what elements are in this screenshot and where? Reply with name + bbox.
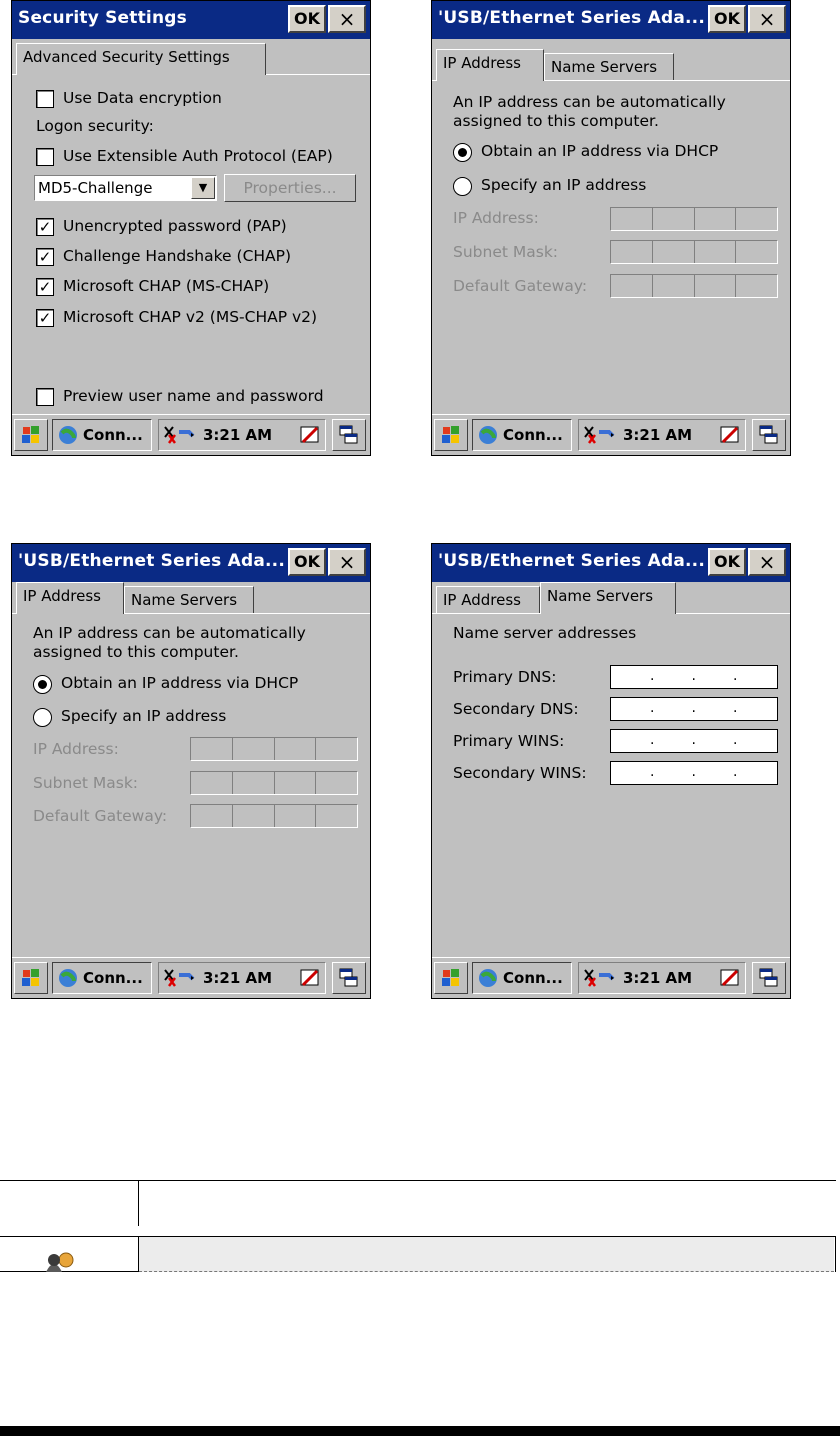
window-title: 'USB/Ethernet Series Ada... [438, 551, 705, 571]
task-label: Conn... [83, 969, 143, 987]
default-gateway-label: Default Gateway: [33, 807, 168, 825]
ok-button[interactable]: OK [708, 5, 746, 33]
taskbar-task-connections[interactable] [472, 962, 572, 994]
document-table [0, 1180, 836, 1226]
mschap-checkbox[interactable]: ✓ [36, 278, 54, 296]
start-button[interactable] [14, 962, 48, 994]
preview-checkbox[interactable] [36, 388, 54, 406]
task-label: Conn... [83, 426, 143, 444]
name-servers-screen [431, 543, 791, 999]
name-server-heading: Name server addresses [453, 624, 637, 642]
input-panel-icon[interactable] [299, 967, 321, 989]
input-panel-icon[interactable] [719, 424, 741, 446]
secondary-dns-label: Secondary DNS: [453, 700, 579, 718]
primary-dns-field[interactable] [610, 665, 778, 689]
tab-ip-address[interactable]: IP Address [436, 49, 544, 81]
properties-button[interactable]: Properties... [224, 174, 356, 202]
ip-address-screen-2 [11, 543, 371, 999]
table-col-divider [138, 1236, 139, 1272]
tab-ip-address[interactable]: IP Address [16, 582, 124, 614]
preview-label: Preview user name and password [63, 387, 324, 405]
windows-stack-icon [338, 967, 360, 989]
ok-button[interactable]: OK [288, 5, 326, 33]
users-icon [42, 1250, 82, 1272]
desktop-button[interactable] [332, 419, 366, 451]
ip-address-label: IP Address: [33, 740, 119, 758]
secondary-dns-field[interactable] [610, 697, 778, 721]
tab-name-servers[interactable]: Name Servers [124, 586, 254, 614]
ip-address-field[interactable] [190, 737, 358, 761]
close-button[interactable]: × [328, 5, 366, 33]
taskbar-task-connections[interactable] [52, 962, 152, 994]
eap-method-value: MD5-Challenge [38, 179, 153, 197]
connection-status-icon[interactable] [161, 423, 195, 447]
network-globe-icon [57, 967, 79, 989]
task-label: Conn... [503, 426, 563, 444]
pap-label: Unencrypted password (PAP) [63, 217, 287, 235]
system-tray [578, 962, 746, 994]
start-button[interactable] [434, 962, 468, 994]
network-globe-icon [57, 424, 79, 446]
start-button[interactable] [14, 419, 48, 451]
input-panel-icon[interactable] [299, 424, 321, 446]
clock[interactable]: 3:21 AM [203, 426, 273, 444]
subnet-mask-label: Subnet Mask: [453, 243, 559, 261]
subnet-mask-label: Subnet Mask: [33, 774, 139, 792]
eap-label: Use Extensible Auth Protocol (EAP) [63, 147, 333, 165]
table-right-edge [835, 1236, 836, 1272]
subnet-mask-field[interactable] [610, 240, 778, 264]
dialog-client [12, 39, 370, 414]
specify-ip-label: Specify an IP address [481, 176, 647, 194]
windows-stack-icon [758, 967, 780, 989]
secondary-wins-label: Secondary WINS: [453, 764, 587, 782]
system-tray [158, 962, 326, 994]
window-title: 'USB/Ethernet Series Ada... [438, 8, 705, 28]
system-tray [158, 419, 326, 451]
mschap-label: Microsoft CHAP (MS-CHAP) [63, 277, 270, 295]
desktop-button[interactable] [332, 962, 366, 994]
taskbar [432, 957, 790, 998]
connection-status-icon[interactable] [581, 423, 615, 447]
default-gateway-label: Default Gateway: [453, 277, 588, 295]
default-gateway-field[interactable] [610, 274, 778, 298]
network-globe-icon [477, 424, 499, 446]
close-button[interactable]: × [748, 5, 786, 33]
taskbar [12, 957, 370, 998]
tab-ip-address[interactable]: IP Address [436, 586, 540, 614]
data-encryption-checkbox[interactable] [36, 90, 54, 108]
clock[interactable]: 3:21 AM [623, 426, 693, 444]
taskbar-task-connections[interactable] [472, 419, 572, 451]
chap-checkbox[interactable]: ✓ [36, 248, 54, 266]
task-label: Conn... [503, 969, 563, 987]
dhcp-radio[interactable] [453, 143, 472, 162]
dialog-client [432, 582, 790, 957]
windows-flag-icon [20, 424, 42, 446]
page-footer-bar [0, 1426, 840, 1436]
tab-name-servers[interactable]: Name Servers [540, 582, 676, 614]
desktop-button[interactable] [752, 419, 786, 451]
data-encryption-label: Use Data encryption [63, 89, 222, 107]
system-tray [578, 419, 746, 451]
title-bar [432, 1, 790, 39]
specify-ip-radio[interactable] [453, 177, 472, 196]
clock[interactable]: 3:21 AM [203, 969, 273, 987]
ip-address-label: IP Address: [453, 209, 539, 227]
taskbar [12, 414, 370, 455]
security-settings-screen [11, 0, 371, 456]
table-row-divider [0, 1236, 836, 1237]
specify-ip-label: Specify an IP address [61, 707, 227, 725]
dhcp-label: Obtain an IP address via DHCP [61, 674, 299, 692]
dialog-client [12, 582, 370, 957]
title-bar [12, 1, 370, 39]
dhcp-radio[interactable] [33, 675, 52, 694]
specify-ip-radio[interactable] [33, 708, 52, 727]
ok-button[interactable]: OK [288, 548, 326, 576]
ok-button[interactable]: OK [708, 548, 746, 576]
window-title: 'USB/Ethernet Series Ada... [18, 551, 285, 571]
clock[interactable]: 3:21 AM [623, 969, 693, 987]
dhcp-label: Obtain an IP address via DHCP [481, 142, 719, 160]
desktop-button[interactable] [752, 962, 786, 994]
mschap2-label: Microsoft CHAP v2 (MS-CHAP v2) [63, 308, 318, 326]
description-line-2: assigned to this computer. [33, 643, 239, 661]
logon-security-label: Logon security: [36, 117, 154, 135]
secondary-wins-field[interactable] [610, 761, 778, 785]
mschap2-checkbox[interactable]: ✓ [36, 309, 54, 327]
network-globe-icon [477, 967, 499, 989]
taskbar-task-connections[interactable] [52, 419, 152, 451]
windows-flag-icon [20, 967, 42, 989]
chevron-down-icon[interactable]: ▼ [191, 177, 215, 199]
window-title: Security Settings [18, 8, 187, 28]
primary-wins-label: Primary WINS: [453, 732, 565, 750]
description-line-1: An IP address can be automatically [453, 93, 726, 111]
eap-checkbox[interactable] [36, 148, 54, 166]
ip-address-screen-1 [431, 0, 791, 456]
ip-address-field[interactable] [610, 207, 778, 231]
table-row-shaded-cell [139, 1237, 834, 1272]
pap-checkbox[interactable]: ✓ [36, 218, 54, 236]
title-bar [432, 544, 790, 582]
input-panel-icon[interactable] [719, 967, 741, 989]
title-bar [12, 544, 370, 582]
tab-name-servers[interactable]: Name Servers [544, 53, 674, 81]
primary-dns-label: Primary DNS: [453, 668, 557, 686]
windows-flag-icon [440, 967, 462, 989]
subnet-mask-field[interactable] [190, 771, 358, 795]
start-button[interactable] [434, 419, 468, 451]
chap-label: Challenge Handshake (CHAP) [63, 247, 292, 265]
description-line-2: assigned to this computer. [453, 112, 659, 130]
taskbar [432, 414, 790, 455]
connection-status-icon[interactable] [161, 966, 195, 990]
dialog-client [432, 39, 790, 414]
description-line-1: An IP address can be automatically [33, 624, 306, 642]
windows-stack-icon [338, 424, 360, 446]
default-gateway-field[interactable] [190, 804, 358, 828]
connection-status-icon[interactable] [581, 966, 615, 990]
primary-wins-field[interactable] [610, 729, 778, 753]
close-button[interactable]: × [748, 548, 786, 576]
close-button[interactable]: × [328, 548, 366, 576]
eap-method-dropdown[interactable] [34, 175, 217, 201]
windows-flag-icon [440, 424, 462, 446]
tab-advanced-security[interactable]: Advanced Security Settings [16, 43, 266, 75]
windows-stack-icon [758, 424, 780, 446]
